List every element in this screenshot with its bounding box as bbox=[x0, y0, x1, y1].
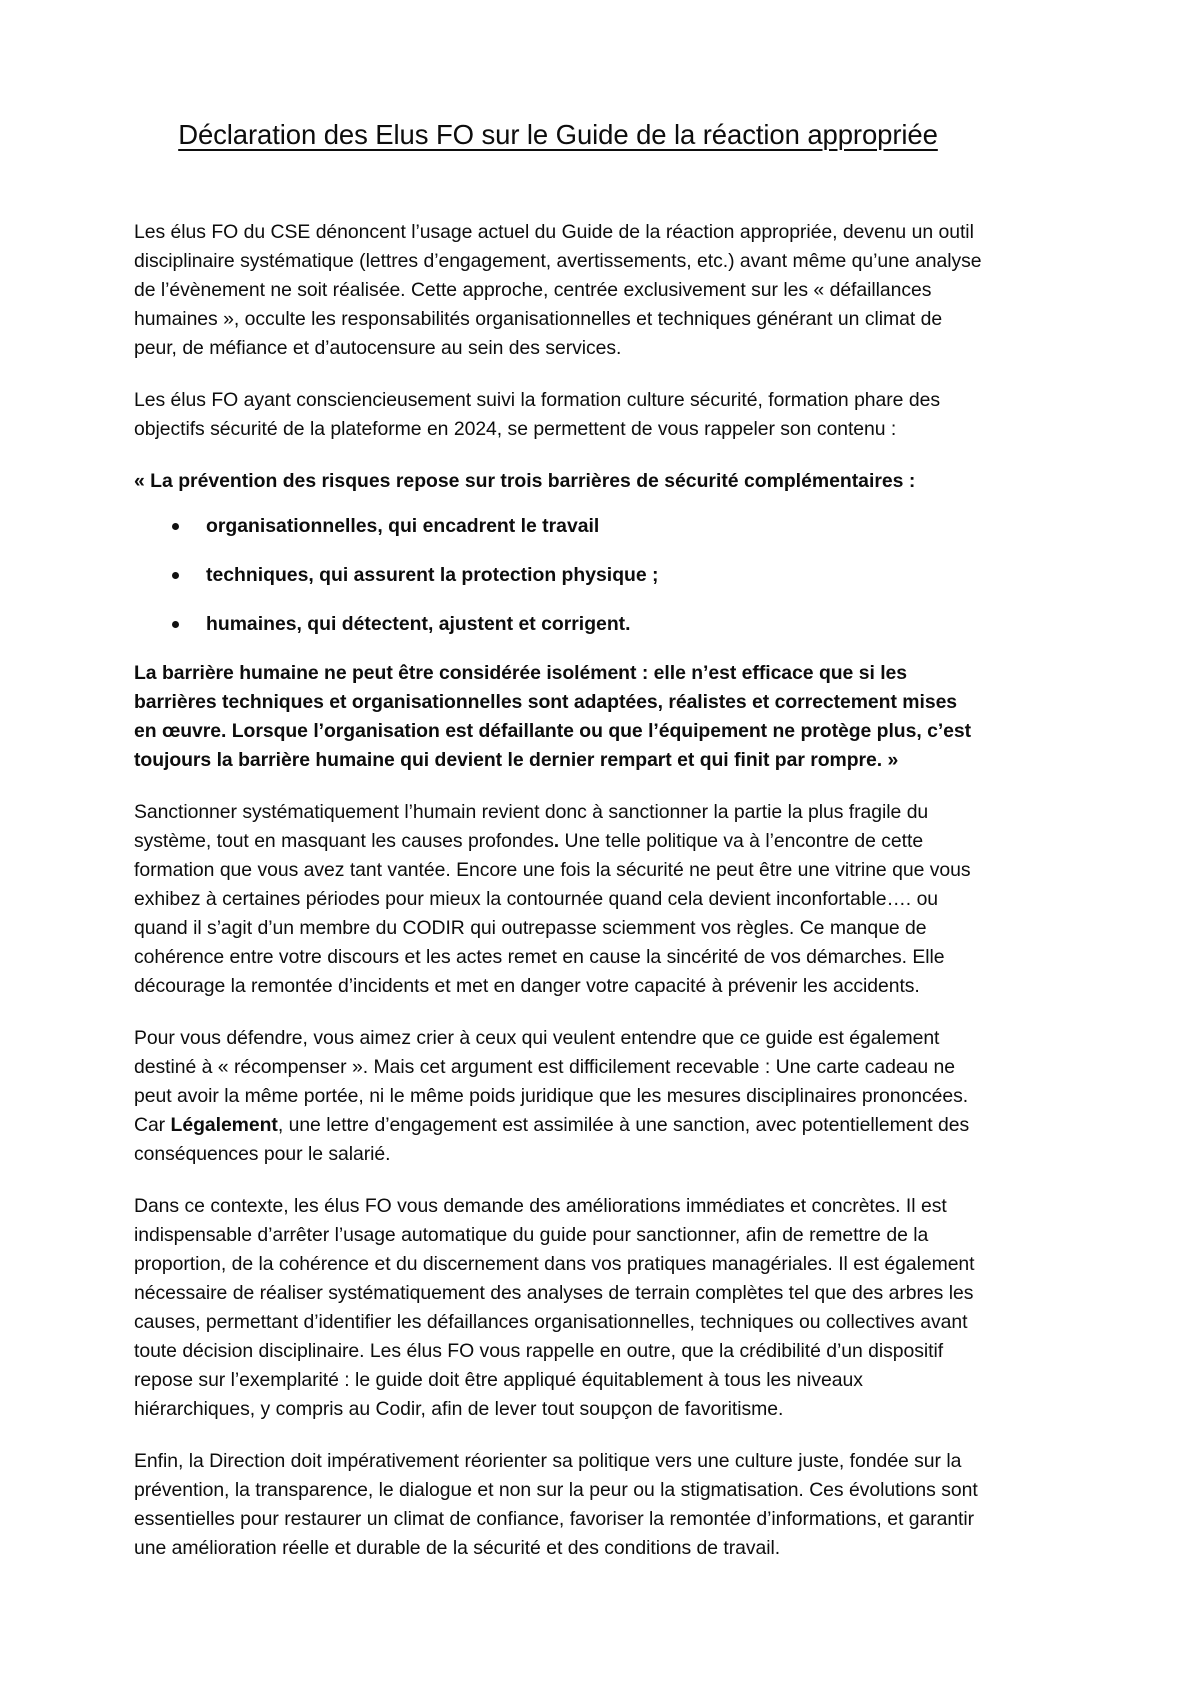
quote-body-text: La barrière humaine ne peut être considérée isolément : elle n’est efficace que si les barrières techniques et organisationnelles sont adaptées, réalistes et correctement mises en œuvre. Lorsque l’organisation est défaillante ou que l’équipement ne protège plus, c’est toujours la barrière humaine qui devient le dernier rempart et qui finit par rompre. » bbox=[134, 662, 972, 772]
list-item-label: techniques, qui assurent la protection physique ; bbox=[206, 564, 659, 587]
list-item bbox=[134, 512, 982, 541]
paragraph-defense-emphasis: Légalement bbox=[170, 1114, 278, 1137]
paragraph-defense-part1: Pour vous défendre, vous aimez crier à ceux qui veulent entendre que ce guide est également destiné à « récompenser ». Mais cet argument est difficilement recevable : Une carte cadeau ne peut avoir la même portée, ni le même poids juridique que les mesures disciplinaires prononcées. Car bbox=[134, 1027, 969, 1137]
paragraph-intro: Les élus FO du CSE dénoncent l’usage actuel du Guide de la réaction appropriée, devenu un outil disciplinaire systématique (lettres d’engagement, avertissements, etc.) avant même qu’une analyse de l’évènement ne soit réalisée. Cette approche, centrée exclusivement sur les « défaillances humaines », occulte les responsabilités organisationnelles et techniques générant un climat de peur, de méfiance et d’autocensure au sein des services. bbox=[134, 221, 982, 360]
document-body bbox=[134, 218, 982, 1563]
barriers-list bbox=[134, 512, 982, 639]
paragraph-defense-part2: , une lettre d’engagement est assimilée à une sanction, avec potentiellement des conséquences pour le salarié. bbox=[134, 1114, 970, 1166]
paragraph-conclusion: Enfin, la Direction doit impérativement réorienter sa politique vers une culture juste, fondée sur la prévention, la transparence, le dialogue et non sur la peur ou la stigmatisation. Ces évolutions sont essentielles pour restaurer un climat de confiance, favoriser la remontée d’informations, et garantir une amélioration réelle et durable de la sécurité et des conditions de travail. bbox=[134, 1450, 978, 1560]
paragraph-defense bbox=[134, 1024, 982, 1169]
list-item-label: humaines, qui détectent, ajustent et corrigent. bbox=[206, 613, 631, 636]
paragraph-demands: Dans ce contexte, les élus FO vous demande des améliorations immédiates et concrètes. Il est indispensable d’arrêter l’usage automatique du guide pour sanctionner, afin de remettre de la proportion, de la cohérence et du discernement dans vos pratiques managériales. Il est également nécessaire de réaliser systématiquement des analyses de terrain complètes tel que des arbres les causes, permettant d’identifier les défaillances organisationnelles, techniques ou collectives avant toute décision disciplinaire. Les élus FO vous rappelle en outre, que la crédibilité d’un dispositif repose sur l’exemplarité : le guide doit être appliqué équitablement à tous les niveaux hiérarchiques, y compris au Codir, afin de lever tout soupçon de favoritisme. bbox=[134, 1195, 975, 1421]
list-item bbox=[134, 610, 982, 639]
paragraph-sanction-part2: Une telle politique va à l’encontre de cette formation que vous avez tant vantée. Encore une fois la sécurité ne peut être une vitrine que vous exhibez à certaines périodes pour mieux la contournée quand cela devient inconfortable…. ou quand il s’agit d’un membre du CODIR qui outrepasse sciemment vos règles. Ce manque de cohérence entre votre discours et les actes remet en cause la sincérité de vos démarches. Elle décourage la remontée d’incidents et met en danger votre capacité à prévenir les accidents. bbox=[134, 830, 971, 998]
paragraph-sanction-part1: Sanctionner systématiquement l’humain revient donc à sanctionner la partie la plus fragile du système, tout en masquant les causes profondes bbox=[134, 801, 929, 853]
quote-lead-text: « La prévention des risques repose sur trois barrières de sécurité complémentaires : bbox=[134, 470, 916, 493]
paragraph-sanction-bold-period: . bbox=[553, 830, 560, 853]
list-item bbox=[134, 561, 982, 590]
paragraph-formation: Les élus FO ayant consciencieusement suivi la formation culture sécurité, formation phare des objectifs sécurité de la plateforme en 2024, se permettent de vous rappeler son contenu : bbox=[134, 389, 940, 441]
list-item-label: organisationnelles, qui encadrent le travail bbox=[206, 515, 600, 538]
page-title: Déclaration des Elus FO sur le Guide de la réaction appropriée bbox=[178, 119, 938, 150]
paragraph-sanction bbox=[134, 798, 982, 1001]
